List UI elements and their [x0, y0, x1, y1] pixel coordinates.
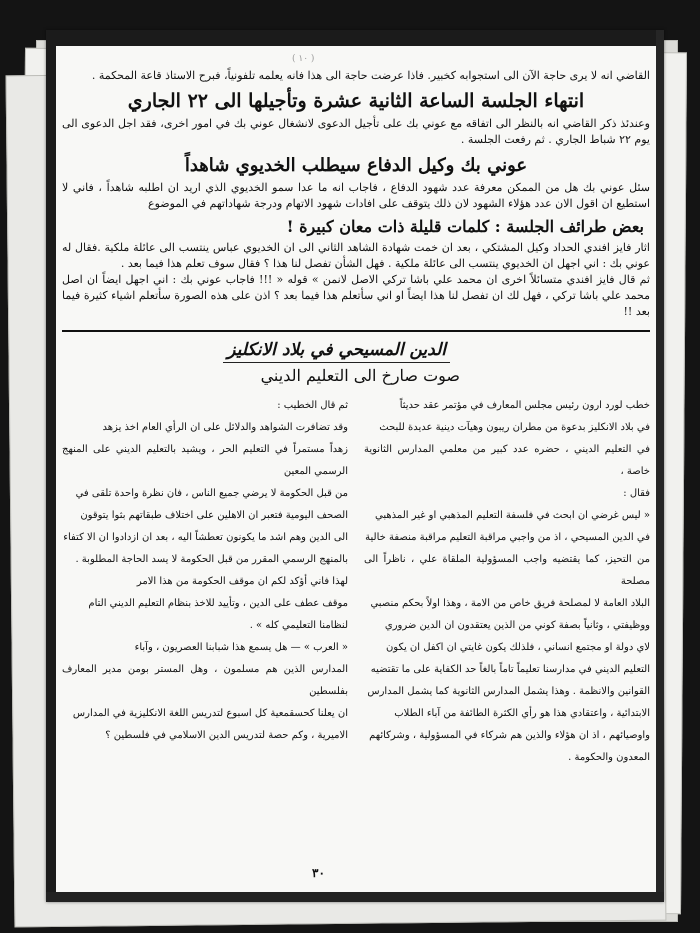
intro-line: القاضي انه لا يرى حاجة الآن الى استجوابه كخبير. فاذا عرضت حاجة الى هذا فانه يعلمه تلفونياً، فبرح الاستاذ قاعة المحكمة .	[91, 69, 650, 82]
paragraph-anecdote-1: اثار فايز افندي الحداد وكيل المشتكي ، بعد ان خمت شهادة الشاهد الثاني الى ان الخديوي عباس ينتسب الى عائلة ملكية .فقال له عوني بك : اني اجهل ان الخديوي ينتسب الى عائلة ملكية . فهل الشأن تفصل لنا هذا ؟ فقال سوف تعلم هذا فيما بعد .	[62, 241, 650, 270]
column-line: في التعليم الديني ، حضره عدد كبير من معلمي المدارس الثانوية خاصة ،	[364, 444, 650, 477]
page-content	[62, 50, 650, 888]
column-line: لنظامنا التعليمي كله » .	[249, 620, 348, 631]
paragraph-anecdote-2: ثم قال فايز افندي متسائلاً اخرى ان محمد علي باشا تركي الاصل لانمن » قوله « !!! فاجاب عوني بك : اني اجهل ايضاً ان اصل محمد علي باشا تركي ، فهل لك ان تفصل لنا هذا ايضاً او اني سأتعلم هذا فيما بعد ؟ اذن على هذه الصورة سأتعلم اشياء كثيرة فيما بعد !!	[62, 273, 650, 318]
column-line: بالمنهج الرسمي المقرر من قبل الحكومة لا يسد الحاجة المطلوبة .	[75, 554, 348, 565]
column-line: « العرب » — هل يسمع هذا شبابنا العصريون ، وآباء	[134, 642, 348, 653]
article-columns	[62, 395, 650, 769]
column-line: واوصيائهم ، اذ ان هؤلاء والذين هم شركاء في المسؤولية ، وشركائهم	[369, 730, 650, 741]
column-line: الابتدائية ، واعتقادي هذا هو رأي الكثرة الطائفة من آباء الطلاب	[394, 708, 650, 719]
left-column	[62, 395, 348, 769]
column-line: ان يعلنا كحسقمعية كل اسبوع لتدريس اللغة الانكليزية في المدارس	[72, 708, 348, 719]
column-line: الصحف اليومية فتعبر ان الاهلين على اختلاف طبقاتهم بثوا يتوقون	[80, 510, 348, 521]
column-line: في بلاد الانكليز بدعوة من مطران ريبون وهيآت دينية عديدة للبحث	[379, 422, 650, 433]
column-line: خطب لورد ارون رئيس مجلس المعارف في مؤتمر عقد حديثاً	[399, 400, 650, 411]
faded-header: ( ١٠ )	[292, 54, 315, 64]
scan-border-right	[656, 30, 664, 902]
column-line: موقف عطف على الدين ، وتأييد للاخذ بنظام التعليم الديني التام	[88, 598, 348, 609]
section-divider	[62, 330, 650, 332]
column-line: فقال :	[623, 488, 650, 499]
column-line: من التحيز، كما يقتضيه واجب المسؤولية الملقاة علي ، ناظراً الى مصلحة	[364, 554, 650, 587]
column-line: « ليس غرضي ان ابحث في فلسفة التعليم المذهبي او غير المذهبي	[375, 510, 650, 521]
headline-session-end: انتهاء الجلسة الساعة الثانية عشرة وتأجيلها الى ٢٢ الجاري	[127, 90, 585, 112]
scan-border-bottom	[46, 892, 664, 902]
paragraph-witnesses: سئل عوني بك هل من الممكن معرفة عدد شهود الدفاع ، فاجاب انه ما عدا سمو الخديوي الذي اريد ان اطلبه شاهداً ، فاني لا استطيع ان اقول الان عدد هؤلاء الشهود لان ذلك يتوقف على افادات شهود الاتهام ودرجة شهاداتهم في الموضوع	[62, 181, 650, 210]
column-line: القوانين والانظمة . وهذا يشمل المدارس الثانوية كما يشمل المدارس	[367, 686, 650, 697]
article-section	[62, 338, 650, 769]
column-line: البلاد العامة لا لمصلحة فريق خاص من الامة ، وهذا اولاً بحكم منصبي	[370, 598, 650, 609]
section-subtitle: صوت صارخ الى التعليم الديني	[260, 366, 460, 385]
column-line: المعدون والحكومة .	[568, 752, 650, 763]
column-line: من قبل الحكومة لا يرضي جميع الناس ، فان نظرة واحدة تلقى في	[75, 488, 348, 499]
column-line: ووظيفتي ، وثانياً بصفة كوني من الذين يعتقدون ان الدين ضروري	[384, 620, 650, 631]
paragraph-postponement: وعندئذ ذكر القاضي انه بالنظر الى اتفاقه مع عوني بك على تأجيل الدعوى لانشغال عوني بك في امور اخرى، فقد اجل الدعوى الى يوم ٢٢ شباط الجاري . ثم رفعت الجلسة .	[62, 117, 650, 146]
column-line: الاميرية ، وكم حصة لتدريس الدين الاسلامي في فلسطين ؟	[105, 730, 348, 741]
column-line: وقد تضافرت الشواهد والدلائل على ان الرأي العام اخذ يزهد	[102, 422, 348, 433]
column-line: ثم قال الخطيب :	[277, 400, 348, 411]
column-line: زهداً مستمراً في التعليم الحر ، ويشيد بالتعليم الديني على المنهج الرسمي المعين	[62, 444, 348, 477]
headline-session-anecdotes: بعض طرائف الجلسة : كلمات قليلة ذات معان كبيرة !	[286, 217, 644, 236]
column-line: في الدين المسيحي ، اذ من واجبي مراقبة التعليم مراقبة منصفة خالية	[365, 532, 650, 543]
court-report	[62, 68, 650, 320]
headline-khedive-witness: عوني بك وكيل الدفاع سيطلب الخديوي شاهداً	[184, 155, 528, 176]
column-line: المدارس الذين هم مسلمون ، وهل المستر بومن مدير المعارف بفلسطين	[62, 664, 348, 697]
page-number: ٣٠	[312, 866, 325, 880]
scan-border-left	[46, 30, 56, 902]
section-title: الدين المسيحي في بلاد الانكليز	[223, 338, 450, 363]
document-page	[46, 30, 664, 902]
scan-border-top	[46, 30, 664, 46]
column-line: لهذا فاني أؤكد لكم ان موقف الحكومة من هذا الامر	[136, 576, 348, 587]
column-line: لاي دولة او مجتمع انساني ، فلذلك يكون غايتي ان اكفل ان يكون	[385, 642, 650, 653]
column-line: الى الدين وهم اشد ما يكونون تعطشاً اليه ، بعد ان ازدادوا ان الا كتفاء	[63, 532, 348, 543]
column-line: التعليم الديني في مدارسنا تعليماً تاماً بالغاً حد الكفاية على ما تقتضيه	[370, 664, 650, 675]
right-column	[364, 395, 650, 769]
